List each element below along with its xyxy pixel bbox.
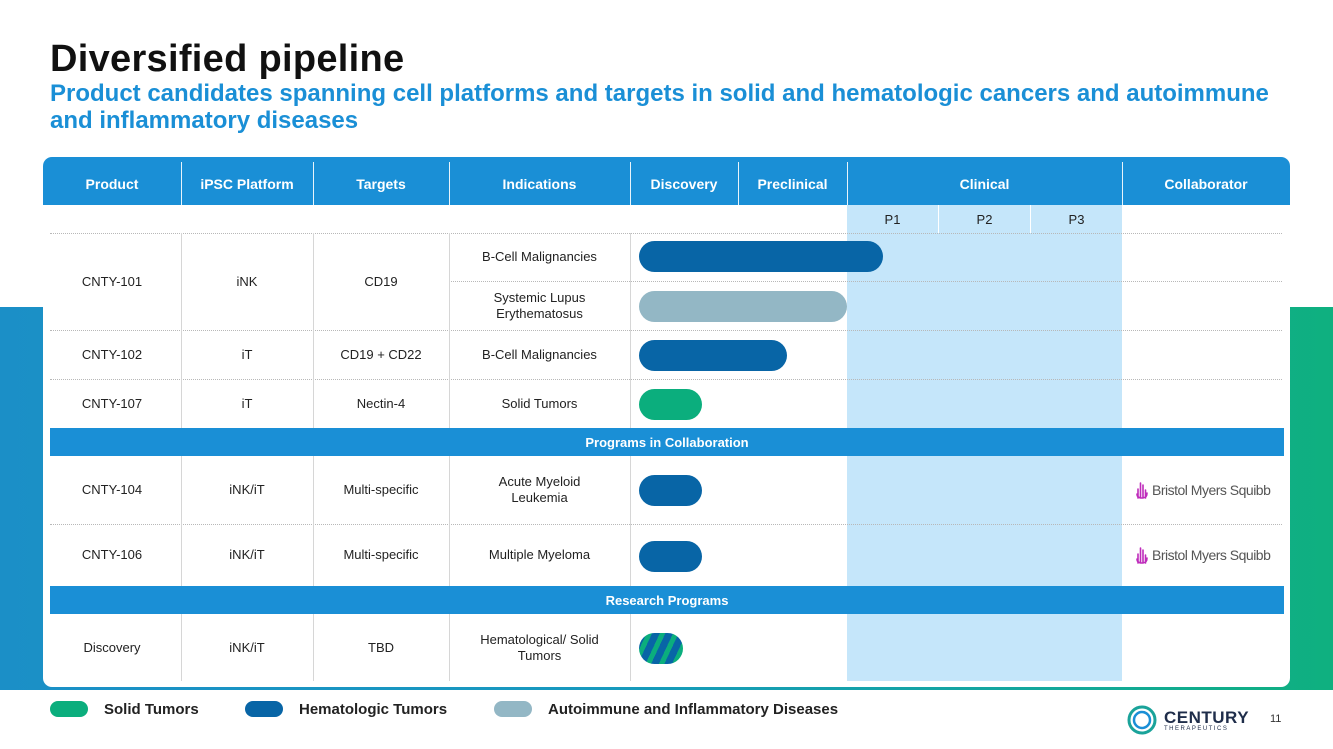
target-cell: Multi-specific xyxy=(343,482,419,497)
indication-cell: Hematological/ Solid Tumors xyxy=(480,631,599,663)
indication-cell: B-Cell Malignancies xyxy=(482,249,597,264)
header-collaborator: Collaborator xyxy=(1164,175,1248,192)
progress-bar-cnty104 xyxy=(639,475,702,506)
legend-label: Autoimmune and Inflammatory Diseases xyxy=(548,700,839,718)
phase-p3-label: P3 xyxy=(1068,211,1085,227)
header-ipsc-platform: iPSC Platform xyxy=(200,175,294,192)
target-cell: CD19 + CD22 xyxy=(340,346,422,362)
product-cell: CNTY-107 xyxy=(81,395,143,411)
programs-in-collaboration-banner: Programs in Collaboration xyxy=(50,428,1284,456)
century-ring-icon xyxy=(1124,702,1160,738)
header-product: Product xyxy=(85,175,139,192)
platform-cell: iT xyxy=(241,395,253,411)
target-cell: Multi-specific xyxy=(343,547,419,562)
product-cell: CNTY-101 xyxy=(81,273,143,289)
header-indications: Indications xyxy=(502,175,577,192)
bms-hand-icon xyxy=(1136,481,1148,499)
header-clinical: Clinical xyxy=(959,175,1010,192)
platform-cell: iNK/iT xyxy=(229,639,265,655)
target-cell: CD19 xyxy=(364,273,398,289)
legend-swatch xyxy=(50,701,88,717)
indication-cell: Acute Myeloid Leukemia xyxy=(498,474,581,505)
progress-bar-discovery xyxy=(639,633,683,664)
legend-autoimmune xyxy=(494,699,838,719)
indication-cell: B-Cell Malignancies xyxy=(482,346,597,362)
phase-p1-label: P1 xyxy=(884,211,901,227)
legend-label: Solid Tumors xyxy=(104,700,199,718)
platform-cell: iT xyxy=(241,346,253,362)
bms-hand-icon xyxy=(1136,546,1148,564)
product-cell: CNTY-106 xyxy=(81,547,143,562)
indication-cell: Systemic Lupus Erythematosus xyxy=(493,289,586,321)
column-divider xyxy=(630,456,631,586)
indication-cell: Solid Tumors xyxy=(501,395,578,411)
legend-label: Hematologic Tumors xyxy=(299,700,448,718)
progress-bar-cnty102 xyxy=(639,340,787,371)
header-preclinical: Preclinical xyxy=(757,175,828,192)
legend-hematologic-tumors xyxy=(245,699,447,719)
phase-p2-label: P2 xyxy=(976,211,993,227)
header-targets: Targets xyxy=(356,175,406,192)
page-subtitle: Product candidates spanning cell platforms and targets in solid and hematologic cancers and autoimmune and inflammatory diseases xyxy=(50,80,1269,134)
pipeline-table xyxy=(43,157,1290,687)
logo-subtitle: THERAPEUTICS xyxy=(1164,725,1229,732)
product-cell: Discovery xyxy=(83,639,141,655)
collaborator-name: Bristol Myers Squibb xyxy=(1152,547,1271,563)
header-discovery: Discovery xyxy=(650,175,718,192)
target-cell: Nectin-4 xyxy=(356,395,406,411)
indication-cell: Multiple Myeloma xyxy=(488,547,591,562)
target-cell: TBD xyxy=(368,639,394,655)
platform-cell: iNK/iT xyxy=(229,482,265,497)
research-programs-banner: Research Programs xyxy=(50,586,1284,614)
platform-cell: iNK/iT xyxy=(229,547,265,562)
page-title: Diversified pipeline xyxy=(50,38,405,80)
century-logo xyxy=(1124,702,1249,738)
collaborator-logo xyxy=(1136,481,1270,499)
product-cell: CNTY-104 xyxy=(81,482,143,497)
logo-name: CENTURY xyxy=(1164,707,1250,727)
product-cell: CNTY-102 xyxy=(81,346,143,362)
progress-bar-cnty106 xyxy=(639,541,702,572)
column-divider xyxy=(449,614,450,681)
platform-cell: iNK xyxy=(236,273,258,289)
collaborator-name: Bristol Myers Squibb xyxy=(1152,482,1271,498)
legend-swatch xyxy=(245,701,283,717)
collaborator-logo xyxy=(1136,546,1270,564)
legend-solid-tumors xyxy=(50,699,199,719)
progress-bar-cnty101-sle xyxy=(639,291,847,322)
progress-bar-cnty101-bcell xyxy=(639,241,883,272)
page-number: 11 xyxy=(1270,713,1282,725)
column-divider xyxy=(630,233,631,428)
column-divider xyxy=(630,614,631,681)
progress-bar-cnty107 xyxy=(639,389,702,420)
legend-swatch xyxy=(494,701,532,717)
